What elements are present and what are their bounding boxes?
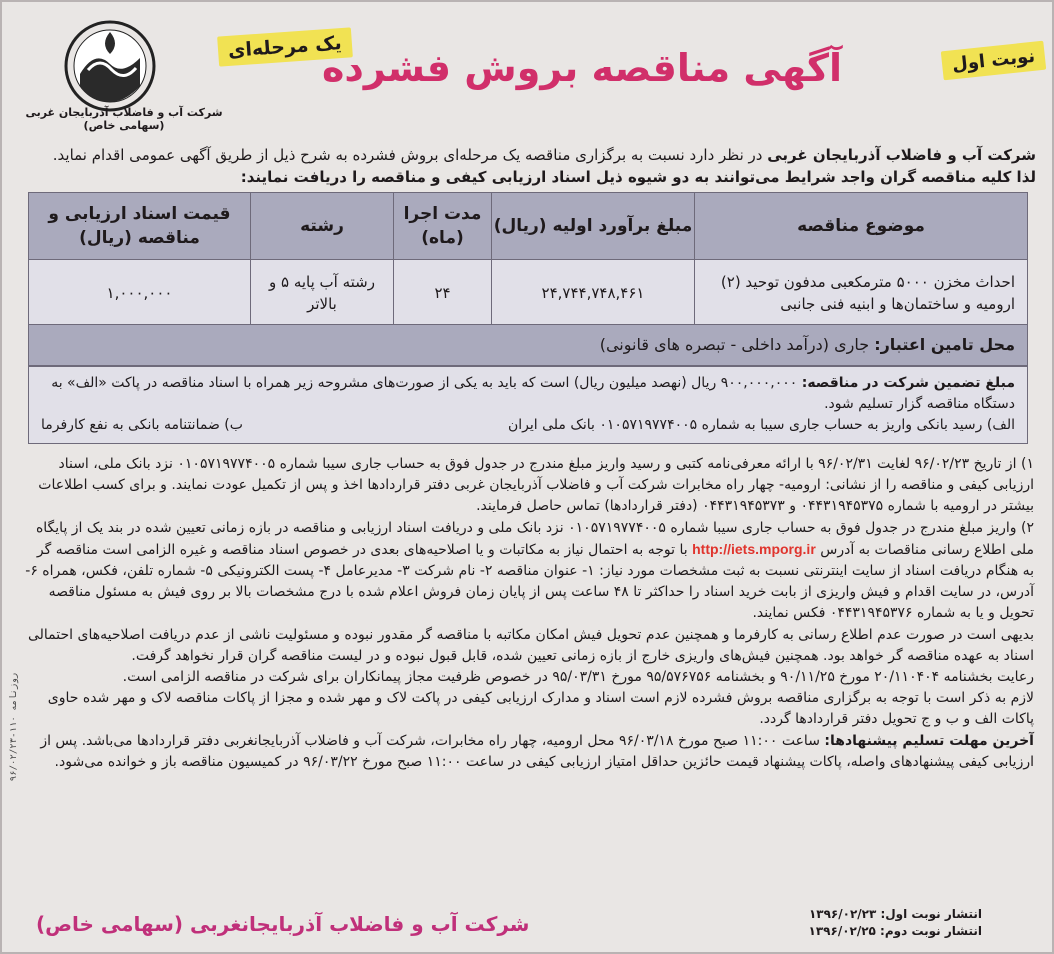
side-reference-text: ۹۶/۰۲/۲۳-۱۱۰ روزنامه [9,672,19,782]
funding-row [28,324,1028,366]
page-title: آگهی مناقصه بروش فشرده [321,46,843,90]
guarantee-label: مبلغ تضمین شرکت در مناقصه: [801,375,1015,391]
paragraph-3: بدیهی است در صورت عدم اطلاع رسانی به کارفرما و همچنین عدم تحویل فیش امکان مکاتبه با مناقصه گر مقدور نبوده و مسئولیت ناشی از عدم دریافت اصلاحیه‌های احتمالی اسناد به عهده مناقصه گر خواهد بود. همچنین فیش‌های واریزی خارج از بازه زمانی تعیین شده، قابل قبول نبوده و در لیست مناقصه گران قرار نخواهد گرفت. [27,626,1034,664]
header-duration: مدت اجرا (ماه) [394,193,492,260]
table-row [29,260,1028,327]
deadline-label: آخرین مهلت تسلیم پیشنهادها: [824,732,1034,749]
deadline-text: ساعت ۱۱:۰۰ صبح مورخ ۹۶/۰۳/۱۸ محل ارومیه، چهار راه مخابرات، شرکت آب و فاضلاب آذربایجانغربی دفتر قراردادها می‌باشد. پس از ارزیابی کیفی پیشنهادهای واصله، پاکات پیشنهاد قیمت حائزین حداقل امتیاز ارزیابی کیفی در ساعت ۱۱:۰۰ صبح مورخ ۹۶/۰۳/۲۲ در کمیسیون مناقصه باز و خوانده می‌شود. [40,732,1034,770]
tender-table [28,192,1028,327]
publish-date-first: انتشار نوبت اول: ۱۳۹۶/۰۲/۲۳ [808,907,982,921]
logo-caption: شرکت آب و فاضلاب آذربایجان غربی (سهامی خاص) [25,106,223,132]
paragraph-6 [24,731,1034,773]
intro-text [26,144,1036,188]
intro-line2: لذا کلیه مناقصه گران واجد شرایط می‌توانند به دو شیوه ذیل اسناد ارزیابی کیفی و مناقصه را دریافت نمایند: [240,168,1036,186]
guarantee-text: ۹۰۰,۰۰۰,۰۰۰ ریال (نهصد میلیون ریال) است که باید به یکی از صورت‌های مشروحه زیر همراه با اسناد مناقصه در پاکت «الف» به دستگاه مناقصه گزار تسلیم شود. [51,375,1015,412]
funding-label: محل تامین اعتبار: [874,335,1015,354]
stage-badge: یک مرحله‌ای [217,27,352,66]
paragraph-4: رعایت بخشنامه ۲۰/۱۱۰۴۰۴ مورخ ۹۰/۱۱/۲۵ و بخشنامه ۹۵/۵۷۶۷۵۶ مورخ ۹۵/۰۳/۳۱ در خصوص ظرفیت مجاز پیمانکاران برای شرکت در مناقصه الزامی است. [122,669,1034,686]
side-reference-strip [4,602,18,852]
table-header-row [29,193,1028,260]
cell-subject: احداث مخزن ۵۰۰۰ مترمکعبی مدفون توحید (۲) ارومیه و ساختمان‌ها و ابنیه فنی جانبی [695,260,1028,327]
intro-line1: در نظر دارد نسبت به برگزاری مناقصه یک مرحله‌ای بروش فشرده به شرح ذیل از طریق آگهی عمومی اقدام نماید. [52,146,768,164]
header-estimate: مبلغ برآورد اولیه (ریال) [492,193,695,260]
paragraph-2 [24,518,1034,625]
paragraph-5: لازم به ذکر است با توجه به برگزاری مناقصه بروش فشرده لازم است اسناد و مدارک ارزیابی کیفی در پاکت لاک و مهر شده و مجزا از پاکات مناقصه لاک و مهر شده حاوی پاکات الف و ب و ج تحویل دفتر قراردادها گردد. [47,690,1034,728]
notice-body [24,454,1034,773]
footer-company-name: شرکت آب و فاضلاب آذربایجانغربی (سهامی خاص) [36,912,530,936]
publish-date-second: انتشار نوبت دوم: ۱۳۹۶/۰۲/۲۵ [808,924,982,938]
iets-website-link[interactable]: http://iets.mporg.ir [692,540,816,557]
header-field: رشته [251,193,394,260]
cell-estimate: ۲۴,۷۴۴,۷۴۸,۴۶۱ [492,260,695,327]
paragraph-1: ۱) از تاریخ ۹۶/۰۲/۲۳ لغایت ۹۶/۰۲/۳۱ با ارائه معرفی‌نامه کتبی و رسید واریز مبلغ مندرج در جدول فوق به حساب جاری سیبا شماره ۰۱۰۵۷۱۹۷۷۴۰۰۵ نزد بانک ملی، اسناد ارزیابی کیفی و مناقصه را از نشانی: ارومیه- چهار راه مخابرات شرکت آب و فاضلاب آذربایجان غربی دفتر قراردادها اخذ و پس از تکمیل عودت نمایند. و برای کسب اطلاعات بیشتر در ارومیه با شماره ۰۴۴۳۱۹۴۵۳۷۵ و ۰۴۴۳۱۹۴۵۳۷۳ (دفتر قراردادها) تماس حاصل فرمایند. [38,456,1034,515]
round-badge: نوبت اول [941,41,1047,81]
cell-duration: ۲۴ [394,260,492,327]
header-subject: موضوع مناقصه [695,193,1028,260]
publish-dates [809,906,982,940]
guarantee-option-a: الف) رسید بانکی واریز به حساب جاری سیبا به شماره ۰۱۰۵۷۱۹۷۷۴۰۰۵ بانک ملی ایران [507,417,1015,433]
cell-field: رشته آب پایه ۵ و بالاتر [251,260,394,327]
paragraph-2-start: ۲) واریز مبلغ مندرج در جدول فوق به حساب جاری سیبا شماره ۰۱۰۵۷۱۹۷۷۴۰۰۵ نزد بانک ملی و دریافت اسناد ارزیابی و مناقصه در بازه زمانی تعیین شده در بند یک از پایگاه ملی اطلاع رسانی مناقصات به آدرس [35,519,1034,558]
guarantee-box [28,366,1028,444]
paragraph-2-end: با توجه به احتمال نیاز به مکاتبات و یا اصلاحیه‌های بعدی در خصوص اسناد مناقصه و غیره الزامی است مناقصه گر به هنگام دریافت اسناد از سایت اینترنتی نسبت به ثبت مشخصات مورد نیاز: ۱- عنوان مناقصه ۲- نام شرکت ۳- مدیرعامل ۴- پست الکترونیکی ۵- شماره تلفن، فکس، همراه ۶- آدرس، در سایت اقدام و فیش واریزی از بابت خرید اسناد را حداکثر تا ۴۸ ساعت پس از پایان زمان فروش اعلام شده با درج مشخصات بالا بر روی فیش به مسئول مناقصه تحویل و یا به شماره ۰۴۴۳۱۹۴۵۳۷۶ فکس نمایند. [25,541,1034,622]
company-name: شرکت آب و فاضلاب آذربایجان غربی [767,146,1036,164]
cell-document-price: ۱,۰۰۰,۰۰۰ [29,260,251,327]
guarantee-option-b: ب) ضمانتنامه بانکی به نفع کارفرما [41,417,243,433]
funding-value: جاری (درآمد داخلی - تبصره های قانونی) [599,335,875,354]
header-document-price: قیمت اسناد ارزیابی و مناقصه (ریال) [29,193,251,260]
